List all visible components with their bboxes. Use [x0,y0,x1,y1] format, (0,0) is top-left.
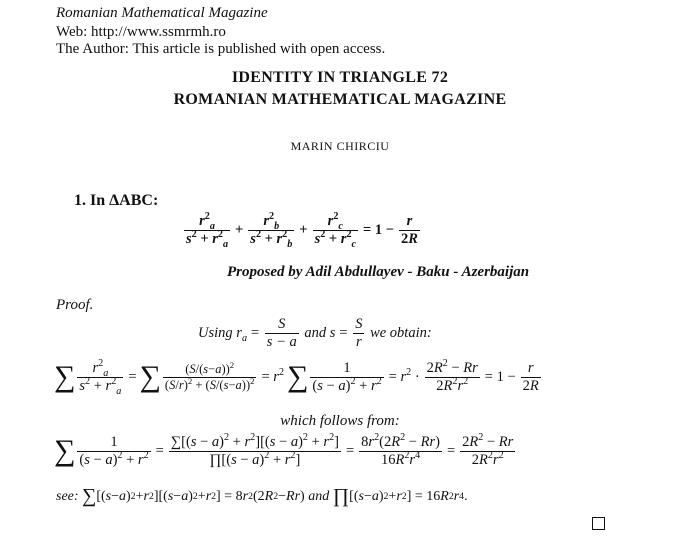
see-line: see: ∑ [( s − a ) 2 + r 2 ][( s − a ) 2 + r 2 ] = 8 r 2 (2 R 2 − Rr ) and ∏ [( s − a ) 2 + r 2 ] = 16 R 2 r 4 . [56,485,468,507]
author-name: MARIN CHIRCIU [290,139,390,153]
journal-name: Romanian Mathematical Magazine [56,5,268,21]
which-follows-text: which follows from: [280,413,400,429]
derivation-line-2: ∑ $\frac{1}{(s - a)^2 + r^2}$ = $\frac{\sum[(s - a)^2 + r^2][(s - a)^2 + r^2]}{\prod[(s - a)^2 + r^2]}$ = $\frac{8r^2(2R^2 - Rr)}{16R^2r^4}$ = $\frac{2R^2 - Rr}{2R^2r^2}$ [54,432,514,468]
problem-identity: $\frac{r^2_a}{s^2 + r^2_a}$ + $\frac{r^2_b}{s^2 + r^2_b}$ + $\frac{r^2_c}{s^2 + r^2_c}$ = 1 − $\frac{r}{2R}$ [186,211,418,250]
and2-text: and [308,488,330,504]
and-text: and [304,324,327,341]
we-obtain-text: we obtain: [370,324,432,341]
web-link[interactable]: Web: http://www.ssmrmh.ro [56,24,226,40]
derivation-line-1: ∑ $\frac{r^2_a}{s^2 + r^2_a}$ = ∑ $\frac{(S/(s-a))^2}{(S/r)^2 + (S/(s-a))^2}$ = $r^2$ ∑ $\frac{1}{(s - a)^2 + r^2}$ = $r^2$ · $\frac{2R^2 - Rr}{2R^2r^2}$ = 1 − $\frac{r}{2R}$ [54,358,539,397]
using-line: Using $r_a$ = $\frac{S}{s - a}$ and s = $\frac{S}{r}$ we obtain: [198,316,432,350]
see-text: see: [56,488,79,504]
proof-label: Proof. [56,297,94,313]
using-text: Using [198,324,233,341]
proposed-by: Proposed by Adil Abdullayev - Baku - Azerbaijan [227,264,530,280]
paper-subtitle: ROMANIAN MATHEMATICAL MAGAZINE [173,91,507,108]
problem-heading: 1. In ΔABC: [74,192,159,209]
paper-title: IDENTITY IN TRIANGLE 72 [231,69,449,86]
qed-square-icon [592,517,605,530]
open-access-note: The Author: This article is published with open access. [56,41,386,57]
